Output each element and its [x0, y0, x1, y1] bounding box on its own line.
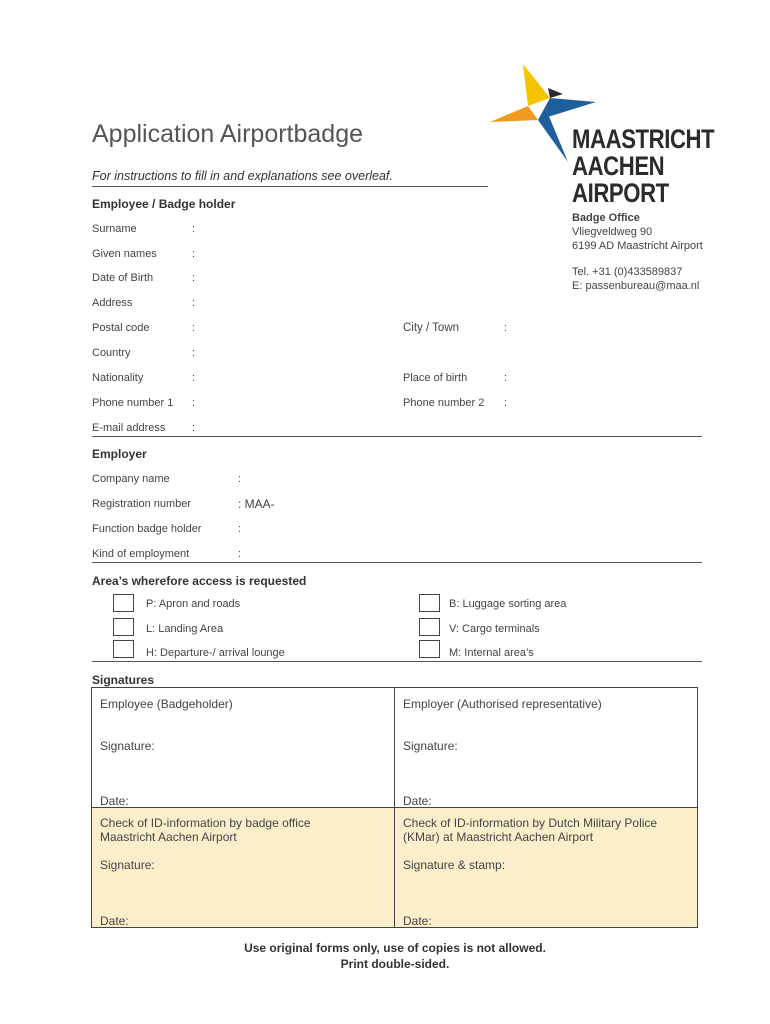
area-v-checkbox[interactable]	[419, 618, 440, 636]
employer-signature-cell[interactable]	[395, 688, 697, 808]
employer-title: Employer (Authorised representative)	[403, 697, 602, 711]
page-subtitle: For instructions to fill in and explanations see overleaf.	[92, 169, 393, 183]
area-l-label: L: Landing Area	[146, 623, 224, 635]
place-of-birth-label: Place of birth	[403, 372, 468, 384]
surname-field[interactable]: :	[192, 223, 196, 235]
phone1-label: Phone number 1	[92, 397, 174, 409]
employer-date-label: Date:	[403, 794, 432, 808]
area-h-label: H: Departure-/ arrival lounge	[146, 647, 285, 659]
badge-office-check-line2: Maastricht Aachen Airport	[100, 830, 237, 844]
address-field[interactable]: :	[192, 297, 196, 309]
employer-divider	[92, 562, 702, 563]
employee-date-label: Date:	[100, 794, 129, 808]
area-m-label: M: Internal area’s	[449, 647, 534, 659]
employee-signature-cell[interactable]	[92, 688, 395, 808]
city-town-label: City / Town	[403, 322, 460, 334]
logo-line-3: AIRPORT	[572, 178, 669, 208]
area-v-label: V: Cargo terminals	[449, 623, 540, 635]
function-badge-holder-field[interactable]: :	[238, 523, 242, 535]
nationality-field[interactable]: :	[192, 372, 196, 384]
surname-label: Surname	[92, 223, 137, 235]
registration-number-label: Registration number	[92, 498, 192, 510]
employee-signature-label: Signature:	[100, 739, 155, 753]
area-b-checkbox[interactable]	[419, 594, 440, 612]
logo-line-1: MAASTRICHT	[572, 124, 715, 154]
city-town-field[interactable]: :	[504, 322, 508, 334]
badge-holder-divider	[92, 436, 702, 437]
country-field[interactable]: :	[192, 347, 196, 359]
kmar-signature-stamp-label: Signature & stamp:	[403, 858, 506, 872]
function-badge-holder-label: Function badge holder	[92, 523, 202, 535]
email-field[interactable]: :	[192, 422, 196, 434]
employer-signature-label: Signature:	[403, 739, 458, 753]
dob-field[interactable]: :	[192, 272, 196, 284]
title-divider	[92, 186, 488, 187]
address-label: Address	[92, 297, 133, 309]
badge-office-check-line1: Check of ID-information by badge office	[100, 816, 311, 830]
email-label: E-mail address	[92, 422, 166, 434]
place-of-birth-field[interactable]: :	[504, 372, 508, 384]
area-p-checkbox[interactable]	[113, 594, 134, 612]
office-name: Badge Office	[572, 212, 640, 224]
company-name-field[interactable]: :	[238, 473, 242, 485]
badge-office-check-cell[interactable]	[92, 808, 395, 927]
logo-line-2: AACHEN	[572, 151, 665, 181]
dob-label: Date of Birth	[92, 272, 154, 284]
postal-code-field[interactable]: :	[192, 322, 196, 334]
company-name-label: Company name	[92, 473, 170, 485]
given-names-field[interactable]: :	[192, 248, 196, 260]
kmar-date-label: Date:	[403, 914, 432, 928]
office-street: Vliegveldweg 90	[572, 226, 653, 238]
office-city: 6199 AD Maastricht Airport	[572, 240, 703, 252]
employee-title: Employee (Badgeholder)	[100, 697, 233, 711]
kmar-check-cell[interactable]	[395, 808, 697, 927]
given-names-label: Given names	[92, 248, 157, 260]
areas-heading: Area’s wherefore access is requested	[92, 574, 307, 588]
signatures-table	[91, 687, 698, 928]
badge-holder-heading: Employee / Badge holder	[92, 197, 236, 211]
footer-notice-line2: Print double-sided.	[340, 957, 450, 971]
kind-of-employment-field[interactable]: :	[238, 548, 242, 560]
badge-office-signature-label: Signature:	[100, 858, 155, 872]
phone1-field[interactable]: :	[192, 397, 196, 409]
kmar-check-line2: (KMar) at Maastricht Aachen Airport	[403, 830, 594, 844]
kind-of-employment-label: Kind of employment	[92, 548, 190, 560]
areas-divider	[92, 661, 702, 662]
area-m-checkbox[interactable]	[419, 640, 440, 658]
area-l-checkbox[interactable]	[113, 618, 134, 636]
airport-logo	[488, 62, 715, 212]
signatures-heading: Signatures	[92, 673, 155, 687]
employer-heading: Employer	[92, 447, 147, 461]
area-p-label: P: Apron and roads	[146, 598, 241, 610]
badge-office-date-label: Date:	[100, 914, 129, 928]
office-email: E: passenbureau@maa.nl	[572, 280, 700, 292]
country-label: Country	[92, 347, 131, 359]
postal-code-label: Postal code	[92, 322, 150, 334]
area-b-label: B: Luggage sorting area	[449, 598, 567, 610]
phone2-field[interactable]: :	[504, 397, 508, 409]
kmar-check-line1: Check of ID-information by Dutch Military Police	[403, 816, 658, 830]
phone2-label: Phone number 2	[403, 397, 485, 409]
registration-number-field[interactable]: : MAA-	[238, 497, 275, 511]
area-h-checkbox[interactable]	[113, 640, 134, 658]
nationality-label: Nationality	[92, 372, 144, 384]
office-tel: Tel. +31 (0)433589837	[572, 266, 683, 278]
footer-notice-line1: Use original forms only, use of copies is not allowed.	[244, 941, 546, 955]
page-title: Application Airportbadge	[92, 120, 364, 148]
